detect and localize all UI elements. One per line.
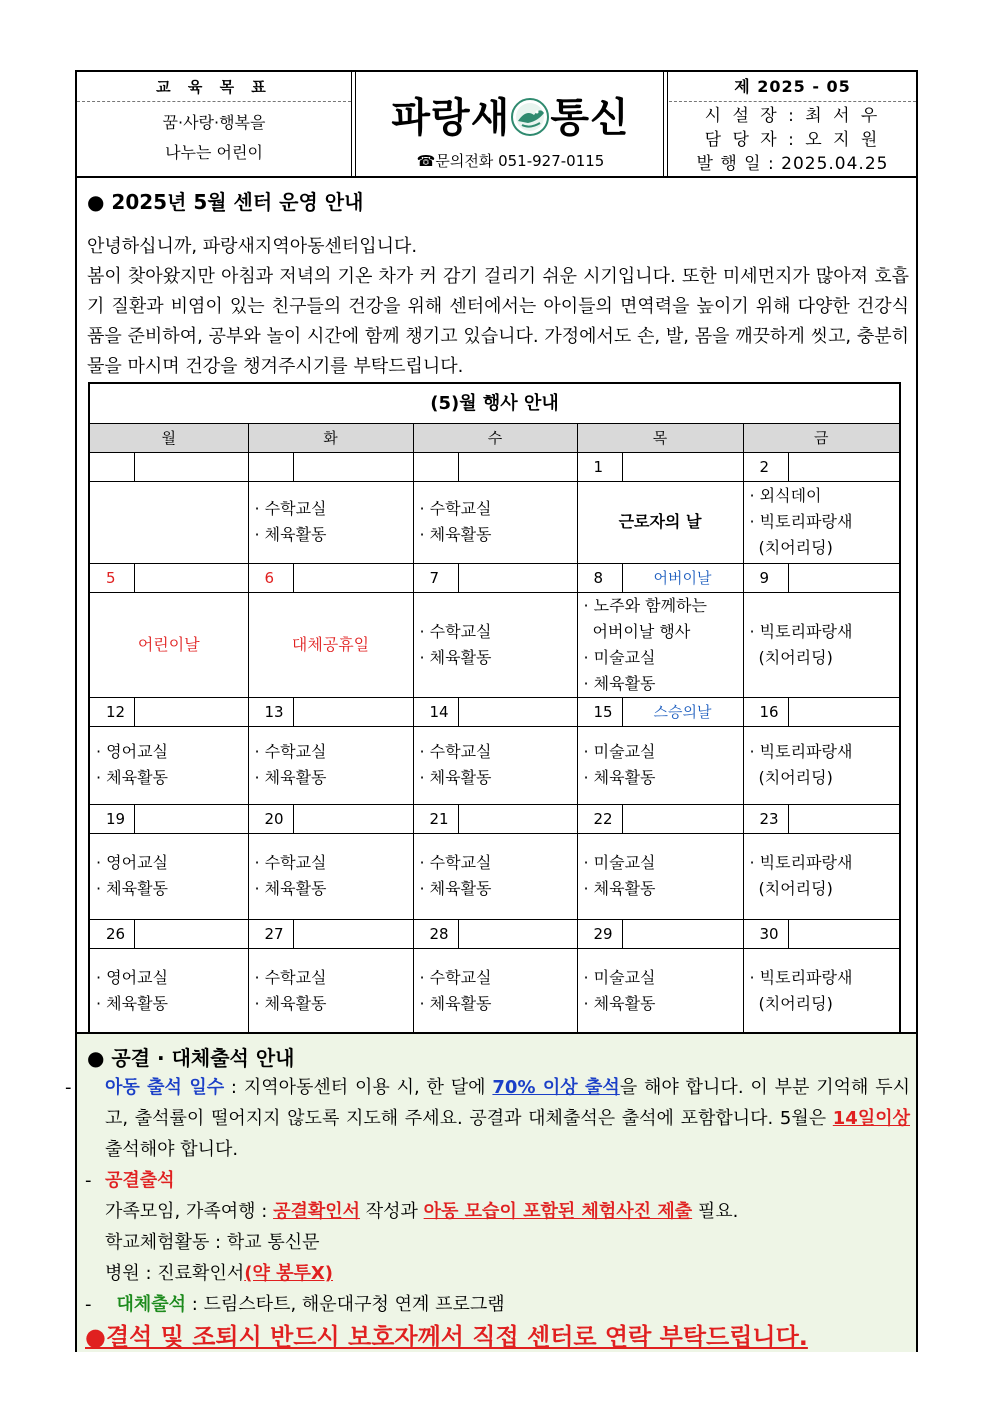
event-cell <box>577 948 743 1034</box>
section-title: ● 공결 · 대체출석 안내 <box>87 1046 295 1070</box>
divider <box>352 72 356 176</box>
date-tag <box>789 805 900 833</box>
event-item: · 영어교실 <box>96 850 242 876</box>
contact-warning: ●결석 및 조퇴시 반드시 보호자께서 직접 센터로 연락 부탁드립니다. <box>85 1323 808 1351</box>
event-item: · 수학교실 <box>255 850 407 876</box>
event-row <box>90 948 899 1034</box>
event-item: · 체육활동 <box>584 765 737 791</box>
event-item: · 노주와 함께하는 <box>584 593 737 619</box>
date-cell <box>413 563 577 592</box>
event-item: · 영어교실 <box>96 739 242 765</box>
date-tag <box>789 453 900 481</box>
date-cell <box>248 919 413 948</box>
date-cell <box>577 697 743 726</box>
weekday-wed: 수 <box>413 424 577 452</box>
event-cell <box>743 481 899 563</box>
event-cell <box>743 726 899 804</box>
family-text: 가족모임, 가족여행 : <box>105 1201 274 1222</box>
days-label: 아동 출석 일수 <box>105 1077 225 1098</box>
date-number: 14 <box>414 698 459 726</box>
newsletter-page <box>65 70 918 1352</box>
attendance-days-paragraph: - 아동 출석 일수 : 지역아동센터 이용 시, 한 달에 70% 이상 출석을 해야 합니다. 이 부분 기억해 두시고, 출석률이 떨어지지 않도록 지도해 주세요. 공결과 대체출석은 출석에 포함합니다. 5월은 14일이상 출석해야 합니다. <box>65 1077 910 1160</box>
event-item: 어린이날 <box>137 634 200 654</box>
date-number: 1 <box>578 453 623 481</box>
excused-heading: - 공결출석 <box>85 1170 175 1191</box>
excused-label: 공결출석 <box>105 1170 175 1191</box>
date-cell <box>413 452 577 481</box>
date-number: 28 <box>414 920 459 948</box>
event-cell <box>413 481 577 563</box>
event-calendar <box>88 382 901 1037</box>
date-number: 2 <box>744 453 789 481</box>
substitute-text: : 드림스타트, 해운대구청 연계 프로그램 <box>186 1294 505 1315</box>
event-item: · 수학교실 <box>255 965 407 991</box>
date-number <box>249 453 294 481</box>
date-cell <box>577 804 743 833</box>
event-cell <box>413 948 577 1034</box>
date-number: 26 <box>90 920 135 948</box>
director-name: 시 설 장 : 최 서 우 <box>704 106 881 126</box>
logo-text-left: 파랑새 <box>391 95 511 141</box>
event-item: · 빅토리파랑새 <box>750 739 894 765</box>
date-number: 23 <box>744 805 789 833</box>
event-item: · 체육활동 <box>420 991 571 1017</box>
excused-hospital <box>85 1258 910 1289</box>
logo-text-right: 통신 <box>550 95 630 141</box>
issue-date: 발 행 일 : 2025.04.25 <box>696 154 889 174</box>
excused-family <box>85 1196 910 1227</box>
date-cell <box>248 452 413 481</box>
event-item: · 수학교실 <box>420 850 571 876</box>
date-number: 16 <box>744 698 789 726</box>
date-cell <box>90 919 248 948</box>
date-tag <box>459 805 577 833</box>
event-cell <box>248 833 413 919</box>
event-item: · 체육활동 <box>420 876 571 902</box>
event-cell <box>413 592 577 697</box>
date-number: 15 <box>578 698 623 726</box>
date-number: 22 <box>578 805 623 833</box>
event-cell <box>90 833 248 919</box>
date-cell <box>413 919 577 948</box>
date-cell <box>577 563 743 592</box>
event-cell <box>248 948 413 1034</box>
event-cell <box>743 833 899 919</box>
event-item: (치어리딩) <box>758 647 833 667</box>
family-photo: 아동 모습이 포함된 체험사진 제출 <box>423 1201 693 1222</box>
date-number-row <box>90 804 899 833</box>
date-tag: 어버이날 <box>653 568 712 587</box>
date-tag <box>294 805 413 833</box>
attendance-section <box>65 1032 916 1352</box>
date-cell <box>577 452 743 481</box>
date-tag <box>623 920 743 948</box>
event-cell <box>90 481 248 563</box>
event-item: · 체육활동 <box>255 876 407 902</box>
event-item: · 체육활동 <box>255 991 407 1017</box>
date-number-row <box>90 452 899 481</box>
date-number-row <box>90 563 899 592</box>
event-item: · 빅토리파랑새 <box>750 509 894 535</box>
event-cell <box>743 948 899 1034</box>
date-number: 5 <box>90 564 135 592</box>
date-cell <box>743 563 899 592</box>
newsletter-header <box>77 72 916 178</box>
date-tag <box>135 564 248 592</box>
hospital-note: (약 봉투X) <box>244 1263 333 1284</box>
event-item: · 미술교실 <box>584 645 737 671</box>
date-cell <box>413 804 577 833</box>
event-item: · 수학교실 <box>255 739 407 765</box>
event-item: · 체육활동 <box>420 645 571 671</box>
date-tag <box>294 564 413 592</box>
event-item: · 수학교실 <box>420 739 571 765</box>
event-item: · 체육활동 <box>584 876 737 902</box>
date-tag <box>294 698 413 726</box>
date-cell <box>743 697 899 726</box>
event-row <box>90 592 899 697</box>
substitute-label: 대체출석 <box>116 1294 187 1315</box>
event-item: · 체육활동 <box>96 991 242 1017</box>
hospital-text: 병원 : 진료확인서 <box>105 1263 245 1284</box>
date-number: 21 <box>414 805 459 833</box>
days-highlight: 70% 이상 출석 <box>492 1077 620 1098</box>
event-item: · 수학교실 <box>255 496 407 522</box>
date-number: 9 <box>744 564 789 592</box>
event-cell <box>577 726 743 804</box>
event-item: · 빅토리파랑새 <box>750 619 894 645</box>
date-tag <box>135 698 248 726</box>
event-item: 어버이날 행사 <box>592 621 691 641</box>
newsletter-logo <box>357 86 664 143</box>
divider <box>664 72 668 176</box>
family-mid: 작성과 <box>360 1201 424 1222</box>
calendar-grid <box>90 424 899 1035</box>
goal-line-1: 꿈·사랑·행복을 <box>162 113 266 132</box>
date-number: 12 <box>90 698 135 726</box>
operation-notice-section <box>77 178 916 1032</box>
date-number-row <box>90 919 899 948</box>
date-tag <box>789 698 900 726</box>
family-end: 필요. <box>692 1201 739 1222</box>
date-tag <box>135 805 248 833</box>
event-item: · 체육활동 <box>584 991 737 1017</box>
weekday-tue: 화 <box>248 424 413 452</box>
event-item: 대체공휴일 <box>291 634 370 654</box>
event-item: · 빅토리파랑새 <box>750 965 894 991</box>
date-cell <box>743 919 899 948</box>
event-cell <box>90 948 248 1034</box>
date-tag <box>294 920 413 948</box>
event-row <box>90 833 899 919</box>
date-number: 6 <box>249 564 294 592</box>
date-cell <box>248 804 413 833</box>
date-number: 20 <box>249 805 294 833</box>
event-item: · 체육활동 <box>96 765 242 791</box>
goal-line-2: 나누는 어린이 <box>165 143 263 162</box>
date-number: 7 <box>414 564 459 592</box>
weekday-header-row <box>90 424 899 452</box>
days-text-2: 을 해야 합니다. 이 부분 기억해 두시고, 출석률이 떨어지지 않도록 지도해 주세요. 공결과 대체출석은 출석에 포함합니다. 5월은 <box>105 1077 910 1129</box>
event-item: (치어리딩) <box>758 879 833 898</box>
event-cell <box>577 833 743 919</box>
event-item: · 미술교실 <box>584 965 737 991</box>
event-item: · 수학교실 <box>420 619 571 645</box>
event-cell <box>90 592 248 697</box>
greeting-text: 안녕하십니까, 파랑새지역아동센터입니다. <box>87 236 418 257</box>
event-item: · 체육활동 <box>255 765 407 791</box>
issue-info-box <box>669 72 916 176</box>
body-text: 봄이 찾아왔지만 아침과 저녁의 기온 차가 커 감기 걸리기 쉬운 시기입니다. 또한 미세먼지가 많아져 호흡기 질환과 비염이 있는 친구들의 건강을 위해 센터에서는 아이들의 면역력을 높이기 위해 다양한 건강식품을 준비하여, 공부와 놀이 시간에 함께 챙기고 있습니다. 가정에서도 손, 발, 몸을 깨끗하게 씻고, 충분히 물을 마시며 건강을 챙겨주시기를 부탁드립니다. <box>87 266 909 377</box>
weekday-mon: 월 <box>90 424 248 452</box>
event-item: · 빅토리파랑새 <box>750 850 894 876</box>
bluebird-emblem-icon <box>510 97 550 137</box>
event-cell <box>743 592 899 697</box>
event-item: 근로자의 날 <box>618 512 702 531</box>
date-cell <box>413 697 577 726</box>
contact-phone: ☎문의전화 051-927-0115 <box>416 152 605 170</box>
date-number <box>414 453 459 481</box>
event-item: (치어리딩) <box>758 538 833 557</box>
event-cell <box>90 726 248 804</box>
date-cell <box>743 452 899 481</box>
date-tag <box>459 698 577 726</box>
date-number: 30 <box>744 920 789 948</box>
event-item: · 체육활동 <box>420 765 571 791</box>
event-item: · 체육활동 <box>584 671 737 697</box>
attendance-body <box>65 1072 910 1353</box>
date-cell <box>90 697 248 726</box>
education-goal-box <box>77 72 352 176</box>
date-tag <box>459 453 577 481</box>
date-tag <box>789 564 900 592</box>
calendar-title: (5)월 행사 안내 <box>90 384 899 424</box>
date-tag <box>135 920 248 948</box>
date-number: 13 <box>249 698 294 726</box>
excused-school: 학교체험활동 : 학교 통신문 <box>105 1232 320 1253</box>
date-tag <box>459 920 577 948</box>
issue-number: 제 2025 - 05 <box>669 72 916 102</box>
date-cell <box>248 697 413 726</box>
event-item: · 수학교실 <box>420 496 571 522</box>
date-number: 27 <box>249 920 294 948</box>
date-cell <box>743 804 899 833</box>
event-cell <box>577 592 743 697</box>
date-number: 19 <box>90 805 135 833</box>
event-item: · 체육활동 <box>96 876 242 902</box>
event-item: · 영어교실 <box>96 965 242 991</box>
days-text-3: 출석해야 합니다. <box>105 1139 239 1160</box>
event-cell <box>248 481 413 563</box>
event-item: · 체육활동 <box>420 522 571 548</box>
days-text-1: : 지역아동센터 이용 시, 한 달에 <box>224 1077 493 1098</box>
date-tag <box>459 564 577 592</box>
date-number-row <box>90 697 899 726</box>
date-cell <box>90 563 248 592</box>
date-cell <box>90 452 248 481</box>
date-tag <box>135 453 248 481</box>
date-number: 29 <box>578 920 623 948</box>
event-cell <box>248 726 413 804</box>
date-number <box>90 453 135 481</box>
section-title: ● 2025년 5월 센터 운영 안내 <box>87 190 364 214</box>
date-cell <box>90 804 248 833</box>
substitute-line: - 대체출석 : 드림스타트, 해운대구청 연계 프로그램 <box>85 1294 505 1315</box>
date-tag <box>623 453 743 481</box>
date-cell <box>248 563 413 592</box>
event-item: · 수학교실 <box>420 965 571 991</box>
date-cell <box>577 919 743 948</box>
date-tag: 스승의날 <box>653 702 712 721</box>
days-minimum: 14일이상 <box>832 1108 910 1129</box>
event-item: · 외식데이 <box>750 483 894 509</box>
event-cell <box>413 726 577 804</box>
date-tag <box>623 805 743 833</box>
date-tag <box>294 453 413 481</box>
event-row <box>90 481 899 563</box>
event-item: (치어리딩) <box>758 768 833 787</box>
logo-box <box>357 72 664 176</box>
date-tag <box>789 920 900 948</box>
date-number: 8 <box>578 564 623 592</box>
event-item: · 미술교실 <box>584 850 737 876</box>
weekday-fri: 금 <box>743 424 899 452</box>
family-doc: 공결확인서 <box>273 1201 361 1222</box>
event-item: (치어리딩) <box>758 994 833 1013</box>
goal-title: 교 육 목 표 <box>77 72 351 102</box>
event-cell <box>577 481 743 563</box>
event-row <box>90 726 899 804</box>
notice-body <box>87 232 909 382</box>
event-item: · 체육활동 <box>255 522 407 548</box>
event-cell <box>413 833 577 919</box>
manager-name: 담 당 자 : 오 지 원 <box>704 130 881 150</box>
event-item: · 미술교실 <box>584 739 737 765</box>
weekday-thu: 목 <box>577 424 743 452</box>
event-cell <box>248 592 413 697</box>
